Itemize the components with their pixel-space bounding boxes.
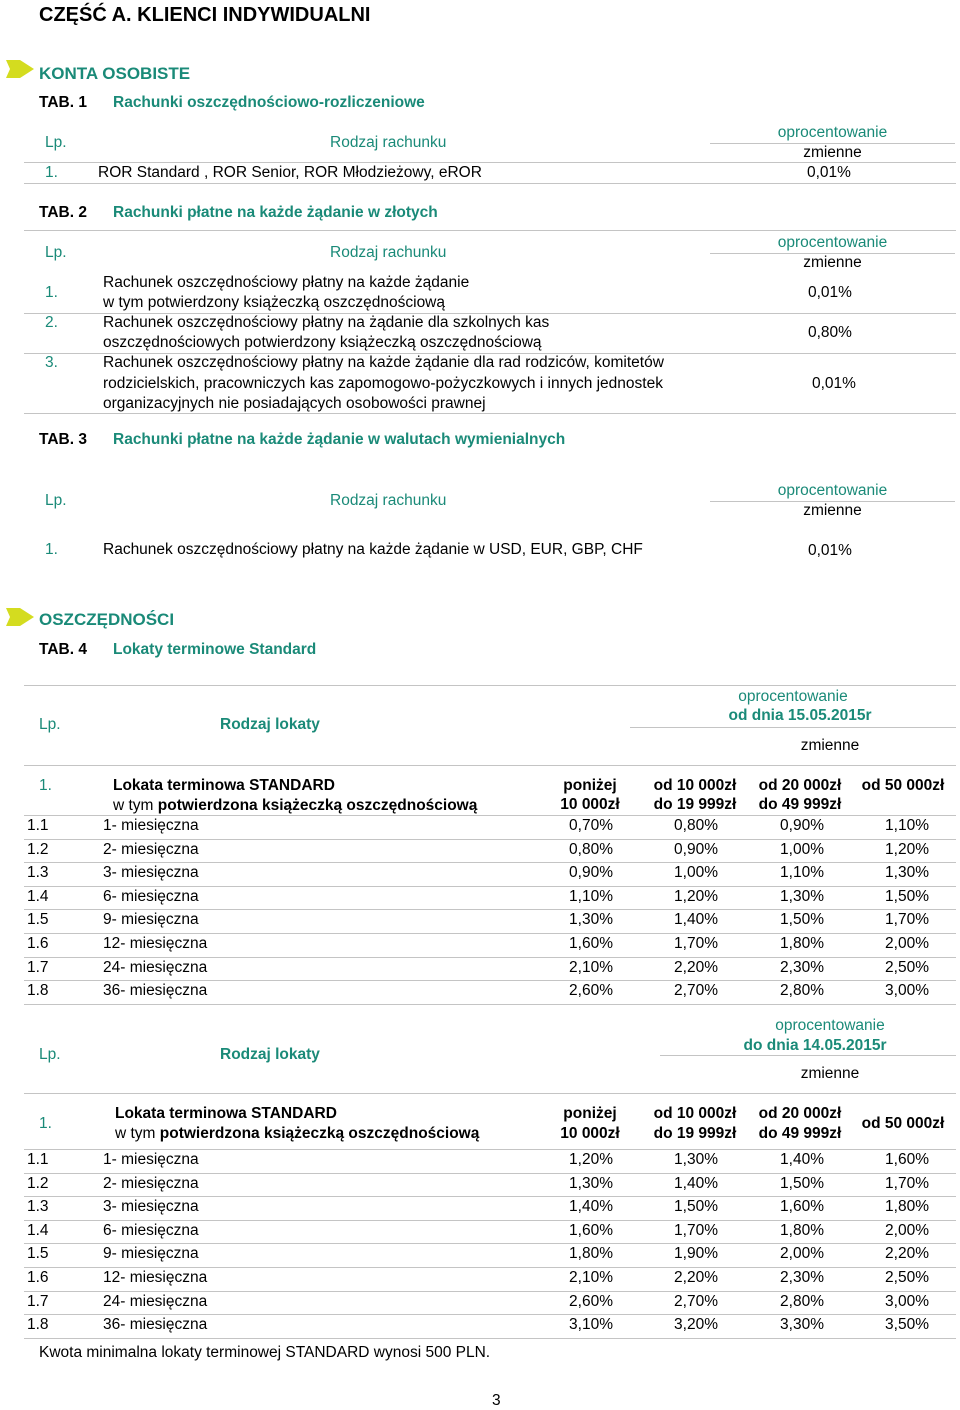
tab4a-row-no: 1.8: [27, 982, 49, 999]
tab2-label: TAB. 2: [39, 204, 87, 221]
tab4a-col4-line1: od 50 000zł: [861, 777, 945, 794]
tab4b-row-name: 24- miesięczna: [103, 1293, 208, 1310]
tab2-row3-no: 3.: [45, 354, 58, 371]
tab4b-row-name: 3- miesięczna: [103, 1198, 199, 1215]
tab4-title: Lokaty terminowe Standard: [113, 641, 317, 658]
tab2-type-header: Rodzaj rachunku: [330, 244, 447, 261]
tab4a-date-header: od dnia 15.05.2015r: [728, 707, 872, 724]
tab1-lp-header: Lp.: [45, 134, 67, 151]
tab4b-row-rate-col2: 1,70%: [674, 1222, 718, 1239]
tab2-row2-rate: 0,80%: [808, 324, 852, 341]
tab1-type-header: Rodzaj rachunku: [330, 134, 447, 151]
tab2-row2-line1: Rachunek oszczędnościowy płatny na żądanie dla szkolnych kas: [103, 314, 550, 331]
tab4a-row-rate-col4: 2,50%: [885, 959, 929, 976]
section-title-oszczednosci: OSZCZĘDNOŚCI: [39, 610, 175, 629]
tab4b-row-rate-col3: 1,40%: [780, 1151, 824, 1168]
tab4b-col2-line1: od 10 000zł: [653, 1105, 737, 1122]
tab2-lp-header: Lp.: [45, 244, 67, 261]
tab4a-row-rate-col2: 1,70%: [674, 935, 718, 952]
tab4a-row-rate-col2: 2,70%: [674, 982, 718, 999]
tab4b-row-no: 1.3: [27, 1198, 49, 1215]
tab4b-col3-line2: do 49 999zł: [758, 1125, 842, 1142]
tab4a-col1-line2: 10 000zł: [560, 796, 620, 813]
tab4b-row-no: 1.8: [27, 1316, 49, 1333]
tab4a-row-rate-col2: 1,00%: [674, 864, 718, 881]
tab4b-col1-line2: 10 000zł: [560, 1125, 620, 1142]
tab3-label: TAB. 3: [39, 431, 87, 448]
tab4a-rate-header: oprocentowanie: [738, 688, 848, 705]
tab3-row-no: 1.: [45, 541, 58, 558]
tab2-row2-no: 2.: [45, 314, 58, 331]
tab4a-row-rate-col2: 1,20%: [674, 888, 718, 905]
tab4a-row-name: 24- miesięczna: [103, 959, 208, 976]
tab4b-row-rate-col1: 1,20%: [569, 1151, 613, 1168]
tab4b-row-rate-col3: 2,00%: [780, 1245, 824, 1262]
tab4b-row-rate-col2: 2,70%: [674, 1293, 718, 1310]
tab4a-row-rate-col3: 2,30%: [780, 959, 824, 976]
tab4a-row-rate-col3: 1,00%: [780, 841, 824, 858]
tab4b-row-rate-col1: 1,40%: [569, 1198, 613, 1215]
tab2-row3-rate: 0,01%: [812, 375, 856, 392]
tab4b-row-rate-col3: 2,30%: [780, 1269, 824, 1286]
tab2-rate-subheader: zmienne: [803, 254, 862, 271]
tab1-row-rate: 0,01%: [807, 164, 851, 181]
tab4b-row-rate-col3: 3,30%: [780, 1316, 824, 1333]
tab1-row-no: 1.: [45, 164, 58, 181]
tab4b-col2-line2: do 19 999zł: [653, 1125, 737, 1142]
tab4a-row-name: 1- miesięczna: [103, 817, 199, 834]
tab4a-row-name: 12- miesięczna: [103, 935, 208, 952]
page-title: CZĘŚĆ A. KLIENCI INDYWIDUALNI: [39, 4, 371, 26]
tab3-row-rate: 0,01%: [808, 542, 852, 559]
tab2-row3-line1: Rachunek oszczędnościowy płatny na każde żądanie dla rad rodziców, komitetów: [103, 354, 664, 371]
tab4a-row-rate-col4: 2,00%: [885, 935, 929, 952]
tab4a-row-rate-col1: 2,10%: [569, 959, 613, 976]
tab3-title: Rachunki płatne na każde żądanie w walutach wymienialnych: [113, 431, 566, 448]
tab4a-row-rate-col4: 1,20%: [885, 841, 929, 858]
tab4a-row-rate-col3: 1,80%: [780, 935, 824, 952]
page-number: 3: [492, 1392, 501, 1409]
tab1-title: Rachunki oszczędnościowo-rozliczeniowe: [113, 94, 425, 111]
tab2-row1-line1: Rachunek oszczędnościowy płatny na każde żądanie: [103, 274, 470, 291]
tab4a-row-rate-col4: 1,50%: [885, 888, 929, 905]
tab4a-row-rate-col3: 0,90%: [780, 817, 824, 834]
tab3-rate-header: oprocentowanie: [777, 482, 888, 499]
tab4b-row-rate-col3: 1,80%: [780, 1222, 824, 1239]
tab4b-rate-header: oprocentowanie: [775, 1017, 885, 1034]
tab4b-row-rate-col1: 2,60%: [569, 1293, 613, 1310]
tab4b-row-rate-col4: 1,80%: [885, 1198, 929, 1215]
tab2-row1-line2: w tym potwierdzony książeczką oszczędnościową: [103, 294, 445, 311]
tab4b-row-rate-col1: 2,10%: [569, 1269, 613, 1286]
tab4b-row-rate-col1: 1,80%: [569, 1245, 613, 1262]
tab4b-row-no: 1.4: [27, 1222, 49, 1239]
tab4b-row-rate-col4: 3,00%: [885, 1293, 929, 1310]
tab2-row3-line3: organizacyjnych nie posiadających osobowości prawnej: [103, 395, 486, 412]
tab4b-lp-header: Lp.: [39, 1046, 61, 1063]
tab4b-row-name: 12- miesięczna: [103, 1269, 208, 1286]
tab1-rate-header: oprocentowanie: [777, 124, 888, 141]
tab4b-rate-subheader: zmienne: [800, 1065, 860, 1082]
tab4a-row-name: 2- miesięczna: [103, 841, 199, 858]
tab4b-row-no: 1.6: [27, 1269, 49, 1286]
tab1-row-name: ROR Standard , ROR Senior, ROR Młodzieżowy, eROR: [98, 164, 482, 181]
tab4a-row-no: 1.4: [27, 888, 49, 905]
tab4a-row-rate-col1: 0,90%: [569, 864, 613, 881]
tab4b-row-rate-col4: 2,20%: [885, 1245, 929, 1262]
tab4b-row-rate-col4: 1,70%: [885, 1175, 929, 1192]
tab4a-product-name: Lokata terminowa STANDARD: [113, 777, 335, 794]
tab4a-lp-header: Lp.: [39, 716, 61, 733]
tab4a-row-rate-col1: 1,30%: [569, 911, 613, 928]
tab4a-col2-line2: do 19 999zł: [653, 796, 737, 813]
tab4b-row-rate-col2: 2,20%: [674, 1269, 718, 1286]
tab4b-row-rate-col2: 1,30%: [674, 1151, 718, 1168]
tab4a-row-no: 1.1: [27, 817, 49, 834]
tab4a-col3-line2: do 49 999zł: [758, 796, 842, 813]
footnote: Kwota minimalna lokaty terminowej STANDARD wynosi 500 PLN.: [39, 1344, 491, 1361]
tab2-rate-header: oprocentowanie: [777, 234, 888, 251]
tab4b-row-rate-col2: 1,40%: [674, 1175, 718, 1192]
section-arrow-icon: [6, 606, 34, 628]
tab4a-row-no: 1.3: [27, 864, 49, 881]
tab2-row3-line2: rodzicielskich, pracowniczych kas zapomogowo-pożyczkowych i innych jednostek: [103, 375, 663, 392]
tab4a-rate-subheader: zmienne: [800, 737, 860, 754]
tab4a-row-rate-col4: 1,10%: [885, 817, 929, 834]
tab4a-row-name: 3- miesięczna: [103, 864, 199, 881]
tab4b-type-header: Rodzaj lokaty: [220, 1046, 320, 1063]
tab4-label: TAB. 4: [39, 641, 87, 658]
tab4a-row-rate-col2: 0,90%: [674, 841, 718, 858]
tab4a-row-rate-col4: 1,30%: [885, 864, 929, 881]
tab4a-row-rate-col1: 0,80%: [569, 841, 613, 858]
tab4b-row-name: 1- miesięczna: [103, 1151, 199, 1168]
tab4b-row-rate-col4: 2,50%: [885, 1269, 929, 1286]
tab4a-row-rate-col4: 3,00%: [885, 982, 929, 999]
tab4a-col1-line1: poniżej: [563, 777, 617, 794]
tab4b-row-rate-col4: 1,60%: [885, 1151, 929, 1168]
tab4a-row-rate-col1: 1,60%: [569, 935, 613, 952]
tab4b-row-rate-col1: 3,10%: [569, 1316, 613, 1333]
tab4a-row-rate-col4: 1,70%: [885, 911, 929, 928]
tab4b-row-no: 1.1: [27, 1151, 49, 1168]
tab4a-col3-line1: od 20 000zł: [758, 777, 842, 794]
tab4b-row-rate-col3: 2,80%: [780, 1293, 824, 1310]
tab4b-row-rate-col3: 1,60%: [780, 1198, 824, 1215]
tab2-title: Rachunki płatne na każde żądanie w złotych: [113, 204, 438, 221]
tab4b-row-rate-col1: 1,30%: [569, 1175, 613, 1192]
tab4a-type-header: Rodzaj lokaty: [220, 716, 320, 733]
tab4b-row-name: 6- miesięczna: [103, 1222, 199, 1239]
tab4a-row-rate-col2: 0,80%: [674, 817, 718, 834]
tab4a-row-rate-col3: 1,50%: [780, 911, 824, 928]
tab4b-row-name: 36- miesięczna: [103, 1316, 208, 1333]
tab4b-row-rate-col2: 1,50%: [674, 1198, 718, 1215]
tab4b-product-name: Lokata terminowa STANDARD: [115, 1105, 337, 1122]
tab2-row2-line2: oszczędnościowych potwierdzony książeczką oszczędnościową: [103, 334, 542, 351]
tab4b-col1-line1: poniżej: [563, 1105, 617, 1122]
tab4b-col3-line1: od 20 000zł: [758, 1105, 842, 1122]
tab4a-product-no: 1.: [39, 777, 52, 794]
tab4b-row-name: 2- miesięczna: [103, 1175, 199, 1192]
tab4a-row-no: 1.5: [27, 911, 49, 928]
tab1-rate-subheader: zmienne: [803, 144, 862, 161]
tab4b-row-no: 1.2: [27, 1175, 49, 1192]
tab4a-row-rate-col3: 1,30%: [780, 888, 824, 905]
tab4b-product-sub: w tym potwierdzona książeczką oszczędnościową: [115, 1125, 480, 1142]
section-arrow-icon: [6, 58, 34, 80]
tab4b-row-rate-col4: 2,00%: [885, 1222, 929, 1239]
tab4b-row-rate-col1: 1,60%: [569, 1222, 613, 1239]
tab4b-row-no: 1.5: [27, 1245, 49, 1262]
tab4b-col4-line1: od 50 000zł: [861, 1115, 945, 1132]
tab4a-row-name: 36- miesięczna: [103, 982, 208, 999]
tab4b-row-rate-col2: 3,20%: [674, 1316, 718, 1333]
tab4a-row-name: 9- miesięczna: [103, 911, 199, 928]
tab4a-col2-line1: od 10 000zł: [653, 777, 737, 794]
tab4b-row-rate-col2: 1,90%: [674, 1245, 718, 1262]
tab4a-row-rate-col3: 1,10%: [780, 864, 824, 881]
tab4a-row-name: 6- miesięczna: [103, 888, 199, 905]
tab4a-product-sub: w tym potwierdzona książeczką oszczędnościową: [113, 797, 478, 814]
tab3-row-name: Rachunek oszczędnościowy płatny na każde żądanie w USD, EUR, GBP, CHF: [103, 541, 643, 558]
tab4b-row-name: 9- miesięczna: [103, 1245, 199, 1262]
tab2-row1-rate: 0,01%: [808, 284, 852, 301]
tab4a-row-rate-col2: 2,20%: [674, 959, 718, 976]
tab4b-product-no: 1.: [39, 1115, 52, 1132]
tab3-type-header: Rodzaj rachunku: [330, 492, 447, 509]
tab4a-row-rate-col1: 0,70%: [569, 817, 613, 834]
tab4a-row-rate-col3: 2,80%: [780, 982, 824, 999]
tab4b-row-rate-col3: 1,50%: [780, 1175, 824, 1192]
tab2-row1-no: 1.: [45, 284, 58, 301]
tab4b-date-header: do dnia 14.05.2015r: [743, 1037, 887, 1054]
tab1-label: TAB. 1: [39, 94, 87, 111]
tab4a-row-no: 1.7: [27, 959, 49, 976]
tab4b-row-no: 1.7: [27, 1293, 49, 1310]
tab4a-row-rate-col2: 1,40%: [674, 911, 718, 928]
tab4b-row-rate-col4: 3,50%: [885, 1316, 929, 1333]
tab3-lp-header: Lp.: [45, 492, 67, 509]
tab4a-row-rate-col1: 1,10%: [569, 888, 613, 905]
tab4a-row-no: 1.2: [27, 841, 49, 858]
section-title-konta: KONTA OSOBISTE: [39, 64, 191, 83]
tab4a-row-no: 1.6: [27, 935, 49, 952]
tab3-rate-subheader: zmienne: [803, 502, 862, 519]
tab4a-row-rate-col1: 2,60%: [569, 982, 613, 999]
